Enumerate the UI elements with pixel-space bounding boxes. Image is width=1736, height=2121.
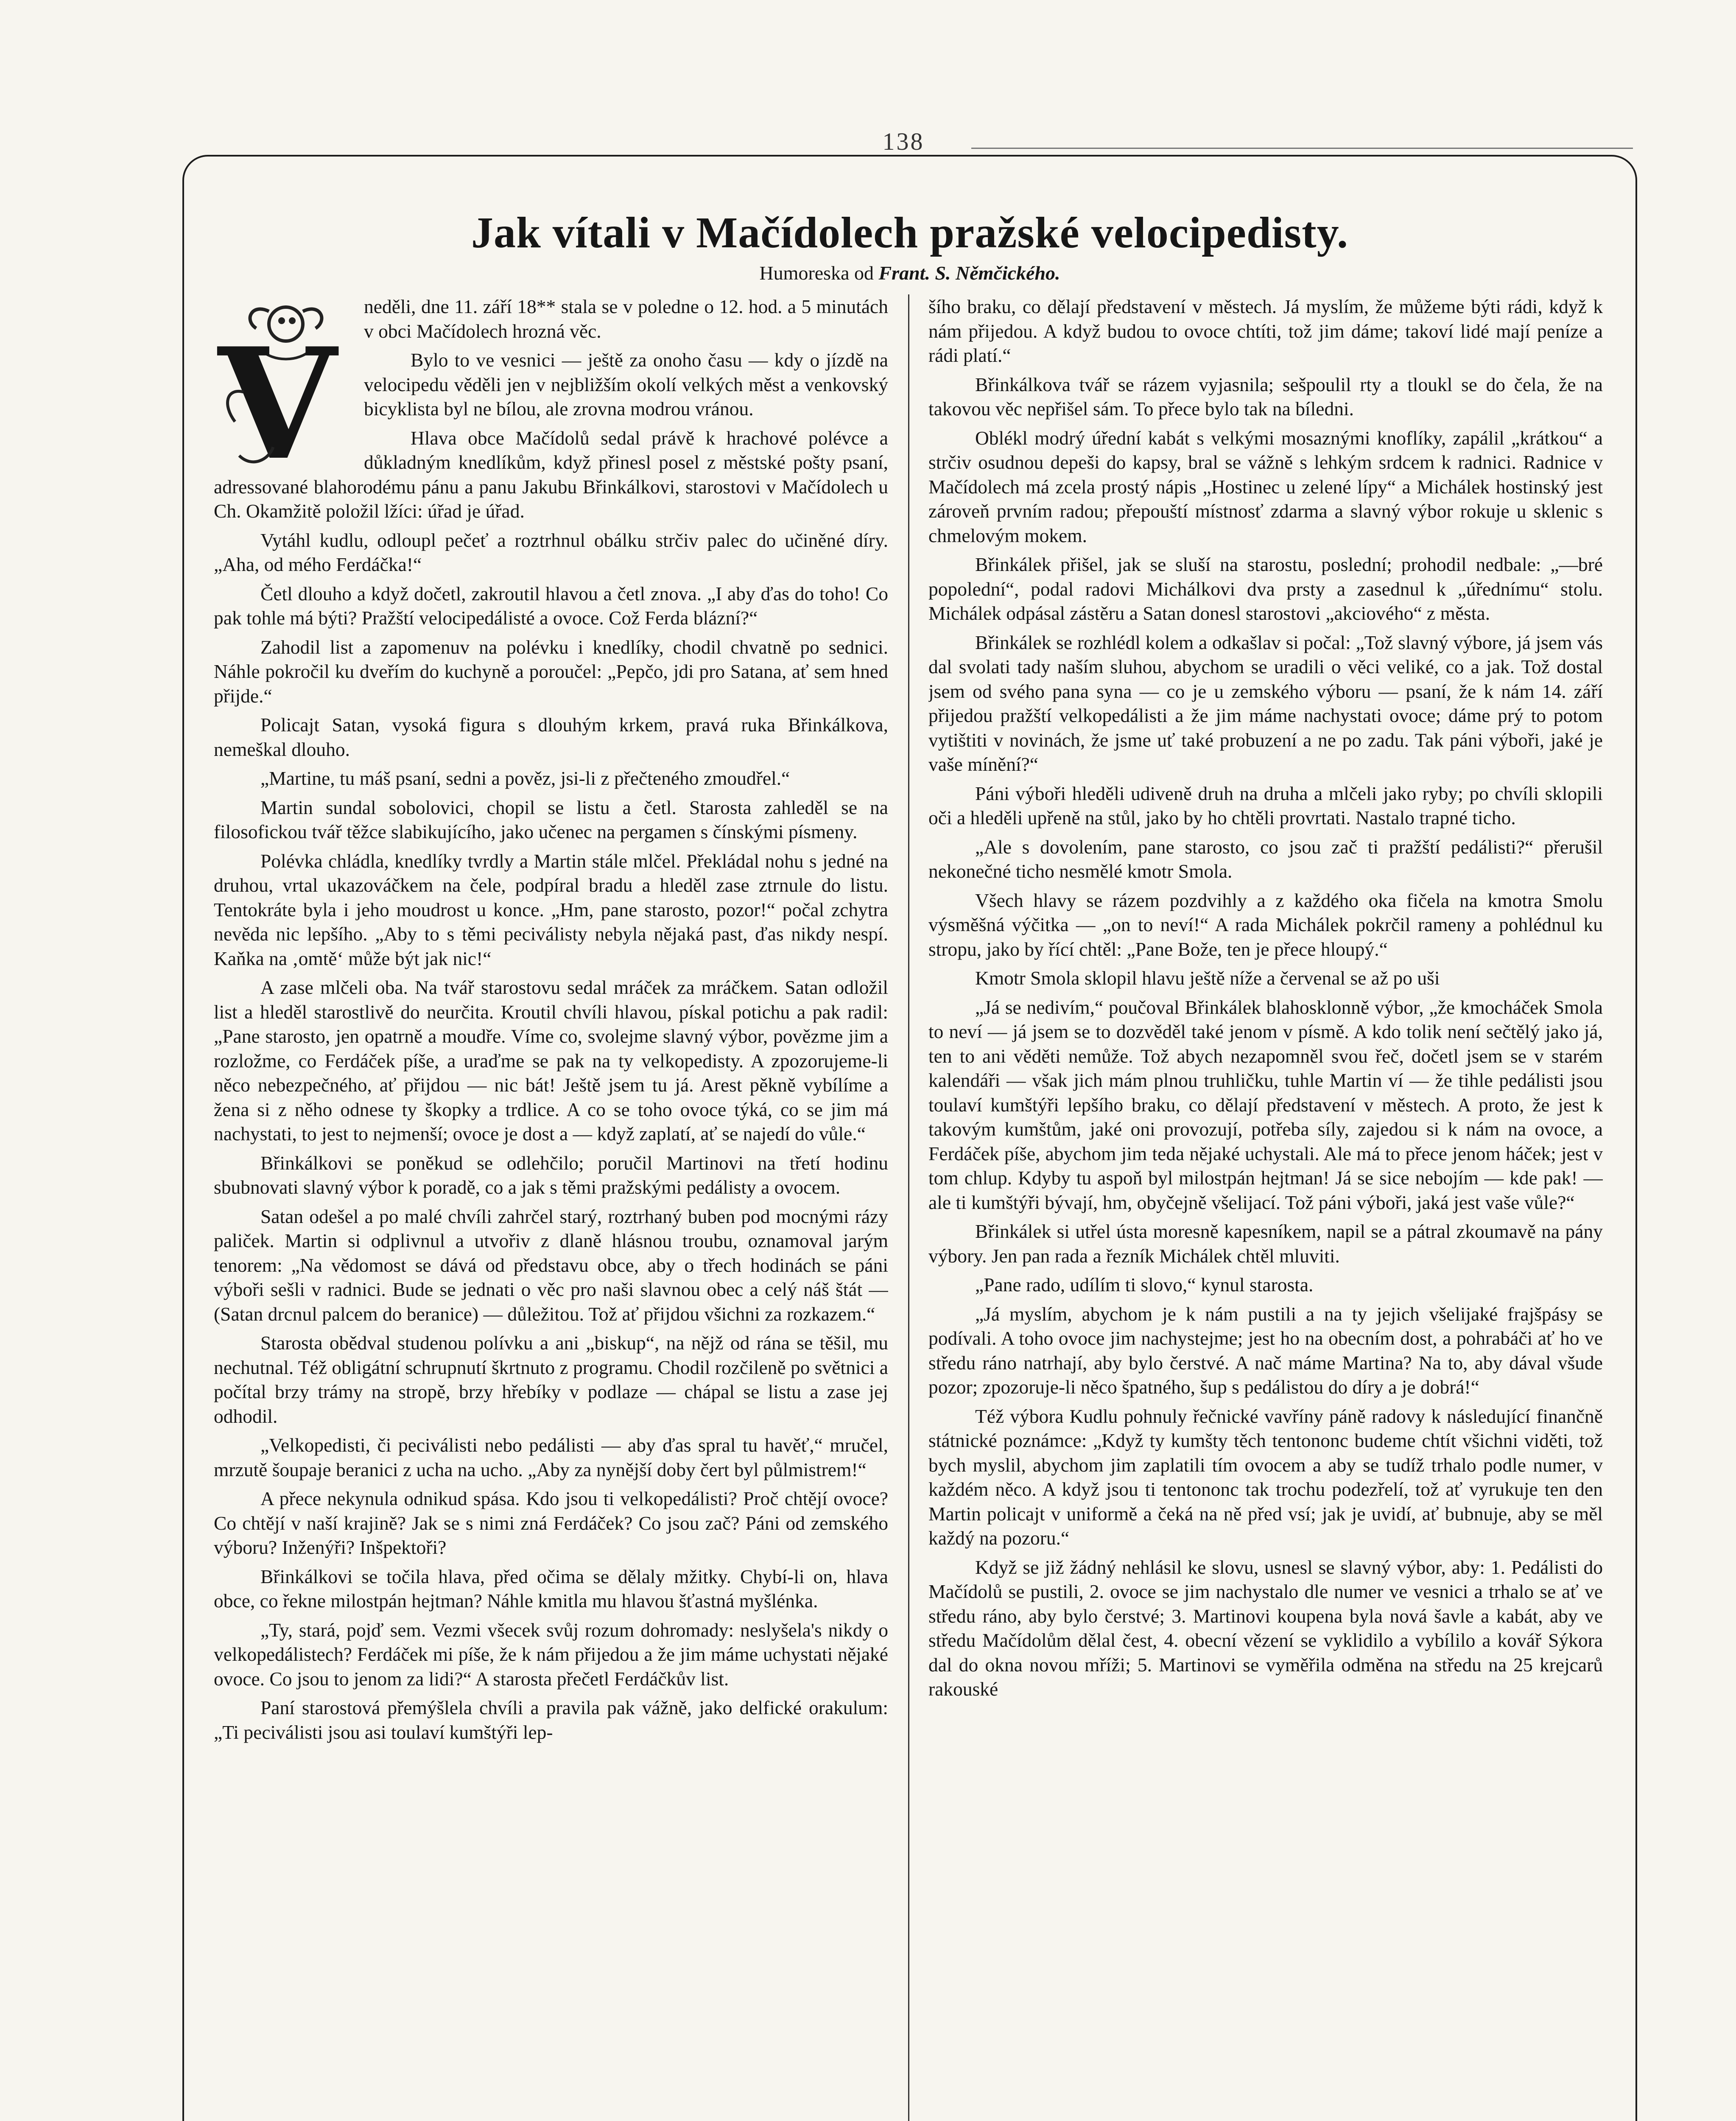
left-column xyxy=(214,294,888,2121)
paragraph: „Ty, stará, pojď sem. Vezmi všecek svůj rozum dohromady: neslyšela's nikdy o velkopedálistech? Ferdáček mi píše, že k nám přijedou a že jim máme uchystati nějaké ovoce. Co jsou to jenom za lidi?“ A starosta přečetl Ferdáčkův list. xyxy=(214,1619,888,1690)
paragraph: Když se již žádný nehlásil ke slovu, usnesl se slavný výbor, aby: 1. Pedálisti do Mačídolů se pustili, 2. ovoce se jim nachystalo dle numer ve vesnici a trhalo se ať ve středu ráno, aby bylo čerstvé; 3. Martinovi koupena byla nová šavle a kabát, aby ve středu Mačídolům dělal čest, 4. obecní vězení se vyklidilo a vybílilo a kovář Sýkora dal do okna novou mříži; 5. Martinovi se vyměřila odměna na středu na 25 krejcarů rakouské xyxy=(928,1556,1603,1700)
paragraph: Též výbora Kudlu pohnuly řečnické vavříny páně radovy k následující finančně státnické poznámce: „Když ty kumšty těch tentononc budeme chtít všichni viděti, tož bych myslil, abychom jim zaplatili tím ovocem a aby se tudíž trhalo podle numer, v každém něco. A když jsou ti tentononc tak trochu podezřelí, tož ať vyrukuje ten den Martin policajt v uniformě a čeká na ně před vsí; jak je uvidí, ať bubnuje, aby se měl každý na pozoru.“ xyxy=(928,1405,1603,1549)
paragraph: Břinkálkovi se poněkud se odlehčilo; poručil Martinovi na třetí hodinu sbubnovati slavný výbor k poradě, co a jak s těmi pražskými pedálisty a ovocem. xyxy=(214,1152,888,1198)
byline xyxy=(184,262,1635,284)
paragraph: Bylo to ve vesnici — ještě za onoho času — kdy o jízdě na velocipedu věděli jen v nejbližším okolí velkých měst a venkovský bicyklista byl ne bílou, ale zrovna modrou vránou. xyxy=(364,349,888,420)
paragraph: Satan odešel a po malé chvíli zahrčel starý, roztrhaný buben pod mocnými rázy paliček. Martin si odplivnul a utvořiv z dlaně hlásnou troubu, oznamoval jarým tenorem: „Na vědomost se dává od představu obce, aby o třech hodinách se páni výboři sešli v radnici. Bude se jednati o věc pro naši slavnou obec a celý náš štát — (Satan drcnul palcem do beranice) — důležitou. Tož ať přijdou všichni za rozkazem.“ xyxy=(214,1205,888,1325)
paragraph: A přece nekynula odnikud spása. Kdo jsou ti velkopedálisti? Proč chtějí ovoce? Co chtějí v naší krajině? Jak se s nimi zná Ferdáček? Co jsou zač? Páni od zemského výboru? Inženýři? Inšpektoři? xyxy=(214,1488,888,1558)
paragraph: Hlava obce Mačídolů sedal právě k hrachové polévce a důkladným knedlíkům, když přinesl posel z městské pošty psaní, adressované blahorodému pánu a panu Jakubu Břinkálkovi, starostovi v Mačídolech u Ch. Okamžitě položil lžíci: úřad je úřad. xyxy=(214,427,888,522)
paragraph: Břinkálkova tvář se rázem vyjasnila; sešpoulil rty a tloukl se do čela, že na takovou věc nepřišel sám. To přece bylo tak na bíledni. xyxy=(928,373,1603,420)
header-rule xyxy=(971,148,1633,149)
author-name: Frant. S. Němčického. xyxy=(878,262,1060,284)
paragraph: „Já myslím, abychom je k nám pustili a na ty jejich všelijaké frajšpásy se podívali. A toho ovoce jim nachystejme; jest ho na obecním dost, a pohrabáči ať ho ve středu ráno natrhají, aby bylo čerstvé. A nač máme Martina? Na to, aby dával všude pozor; zpozoruje-li něco špatného, šup s pedálistou do díry a je dobrá!“ xyxy=(928,1303,1603,1398)
column-divider xyxy=(908,294,909,2121)
page-number: 138 xyxy=(882,128,925,155)
paragraph: Četl dlouho a když dočetl, zakroutil hlavou a četl znova. „I aby ďas do toho! Co pak tohle má býti? Pražští velocipedálisté a ovoce. Což Ferda blázní?“ xyxy=(214,582,888,629)
paragraph: „Já se nedivím,“ poučoval Břinkálek blahosklonně výbor, „že kmocháček Smola to neví — já jsem se to dozvěděl také jenom v písmě. A kdo tolik není sečtělý jako já, ten to ani věděti nemůže. Tož abych nezapomněl svou řeč, dočetl jsem se v starém kalendáři — však jich mám plnou truhličku, tuhle Martin ví — že tihle pedálisti jsou toulaví kumštýři lepšího braku, co dělají představení v městech. A proto, že jest k takovým kumštům, jaké oni provozují, potřeba síly, zajedou si k nám na ovoce, a Ferdáček píše, abychom jim teda nějaké uchystali. Ale má to přece jenom háček; jest v tom chlup. Kdyby tu aspoň byl milostpán hejtman! Já se sice nebojím — kde pak! — ale ti kumštýři bývají, hm, obyčejně všelijací. Tož páni výboři, jaká jest vaše vůle?“ xyxy=(928,996,1603,1213)
paragraph: „Pane rado, udílím ti slovo,“ kynul starosta. xyxy=(975,1274,1314,1296)
paragraph: Polévka chládla, knedlíky tvrdly a Martin stále mlčel. Překládal nohu s jedné na druhou, vrtal ukazováčkem na čele, podpíral bradu a hleděl zase ztrnule do listu. Tentokráte byla i jeho moudrost u konce. „Hm, pane starosto, pozor!“ počal zchytra nevěda nic lepšího. „Aby to s těmi peciválisty nebyla nějaká past, ďas nikdy nespí. Kaňka na ‚omtě‘ může být jak nic!“ xyxy=(214,850,888,969)
drop-cap-letter: V xyxy=(218,314,337,468)
paragraph: A zase mlčeli oba. Na tvář starostovu sedal mráček za mráčkem. Satan odložil list a hleděl starostlivě do neurčita. Kroutil chvíli hlavou, pískal potichu a pak radil: „Pane starosto, jen opatrně a moudře. Víme co, svolejme slavný výbor, povězme jim a rozložme, co Ferdáček píše, a uraďme se pak na ty velkopedisty. A zpozorujeme-li něco nebezpečného, ať přijdou — nic bát! Ještě jsem tu já. Arest pěkně vybílíme a žena si z něho odnese ty škopky a trdlice. A co se toho ovoce týká, co se jim má nachystati, to jest to nejmenší; ovoce je dost a — když zaplatí, ať se najedí do vůle.“ xyxy=(214,977,888,1144)
paragraph: neděli, dne 11. září 18** stala se v poledne o 12. hod. a 5 minutách v obci Mačídolech hrozná věc. xyxy=(364,296,888,342)
paragraph: „Ale s dovolením, pane starosto, co jsou zač ti pražští pedálisti?“ přerušil nekonečné ticho nesmělé kmotr Smola. xyxy=(928,836,1603,882)
paragraph: Oblékl modrý úřední kabát s velkými mosaznými knoflíky, zapálil „krátkou“ a strčiv osudnou depeši do kapsy, bral se vážně s lehkým srdcem k radnici. Radnice v Mačídolech má zcela prostý nápis „Hostinec u zelené lípy“ a Michálek hostinský jest zároveň prvním radou; přepouští místnosť zdarma a slavný výbor rokuje u sklenic s chmelovým mokem. xyxy=(928,427,1603,546)
paragraph: Starosta obědval studenou polívku a ani „biskup“, na nějž od rána se těšil, mu nechutnal. Též obligátní schrupnutí škrtnuto z programu. Chodil rozčileně po světnici a počítal brzy trámy na stropě, brzy hřebíky v podlaze — chápal se listu a zase jej odhodil. xyxy=(214,1332,888,1427)
paragraph: šího braku, co dělají představení v městech. Já myslím, že můžeme býti rádi, když k nám přijedou. A když budou to ovoce chtíti, tož jim dáme; takoví lidé mají peníze a rádi platí.“ xyxy=(928,296,1603,366)
paragraph: Břinkálek přišel, jak se sluší na starostu, poslední; prohodil nedbale: „—bré popolední“, podal radovi Michálkovi dva prsty a zasednul k „úřednímu“ stolu. Michálek odpásal zástěru a Satan donesl starostovi „akciového“ z města. xyxy=(928,554,1603,624)
paragraph: Policajt Satan, vysoká figura s dlouhým krkem, pravá ruka Břinkálkova, nemeškal dlouho. xyxy=(214,714,888,760)
right-column xyxy=(928,294,1603,2121)
paragraph: Všech hlavy se rázem pozdvihly a z každého oka fičela na kmotra Smolu výsměšná výčitka — „on to neví!“ A rada Michálek pokrčil rameny a pohlédnul ku stropu, jako by řící chtěl: „Pane Bože, ten je přece hloupý.“ xyxy=(928,889,1603,960)
drop-cap-ornament-icon xyxy=(214,294,354,468)
paragraph: „Velkopedisti, či peciválisti nebo pedálisti — aby ďas spral tu havěť,“ mručel, mrzutě šoupaje beranici z ucha na ucho. „Aby za nynější doby čert byl půlmistrem!“ xyxy=(214,1434,888,1480)
paragraph: Martin sundal sobolovici, chopil se listu a četl. Starosta zahleděl se na filosofickou tvář těžce slabikujícího, jako učenec na pergamen s čínskými písmeny. xyxy=(214,796,888,842)
paragraph: Břinkálek se rozhlédl kolem a odkašlav si počal: „Tož slavný výbore, já jsem vás dal svolati tady naším sluhou, abychom se uradili o věci veliké, co a jak. Tož dostal jsem od svého pana syna — co je u zemského výboru — psaní, že k nám 14. září přijedou pražští velkopedálisti a že jim máme nachystati ovoce; dáme prý to potom vytištiti v novinách, že jsme uť také probuzení a ne po zadu. Tak páni výboři, jaké je vaše mínění?“ xyxy=(928,631,1603,775)
paragraph: Kmotr Smola sklopil hlavu ještě níže a červenal se až po uši xyxy=(975,967,1440,989)
paragraph: Vytáhl kudlu, odloupl pečeť a roztrhnul obálku strčiv palec do učiněné díry. „Aha, od mého Ferdáčka!“ xyxy=(214,529,888,575)
ornamental-drop-cap xyxy=(214,294,354,468)
paragraph: Břinkálek si utřel ústa moresně kapesníkem, napil se a pátral zkoumavě na pány výbory. Jen pan rada a řezník Michálek chtěl mluviti. xyxy=(928,1220,1603,1267)
paragraph: Zahodil list a zapomenuv na polévku i knedlíky, chodil chvatně po sednici. Náhle pokročil ku dveřím do kuchyně a poroučel: „Pepčo, jdi pro Satana, ať sem hned přijde.“ xyxy=(214,636,888,707)
paragraph: Břinkálkovi se točila hlava, před očima se dělaly mžitky. Chybí-li on, hlava obce, co řekne milostpán hejtman? Náhle kmitla mu hlavou šťastná myšlénka. xyxy=(214,1565,888,1612)
paragraph: Páni výboři hleděli udiveně druh na druha a mlčeli jako ryby; po chvíli sklopili oči a hleděli upřeně na stůl, jako by ho chtěli provrtati. Nastalo trapné ticho. xyxy=(928,782,1603,828)
article-frame xyxy=(182,155,1637,2121)
paragraph: „Martine, tu máš psaní, sedni a pověz, jsi-li z přečteného zmoudřel.“ xyxy=(260,767,790,789)
byline-prefix: Humoreska od xyxy=(759,262,874,284)
paragraph: Paní starostová přemýšlela chvíli a pravila pak vážně, jako delfické orakulum: „Ti peciválisti jsou asi toulaví kumštýři lep- xyxy=(214,1697,888,1743)
article-title: Jak vítali v Mačídolech pražské velocipedisty. xyxy=(471,208,1349,257)
